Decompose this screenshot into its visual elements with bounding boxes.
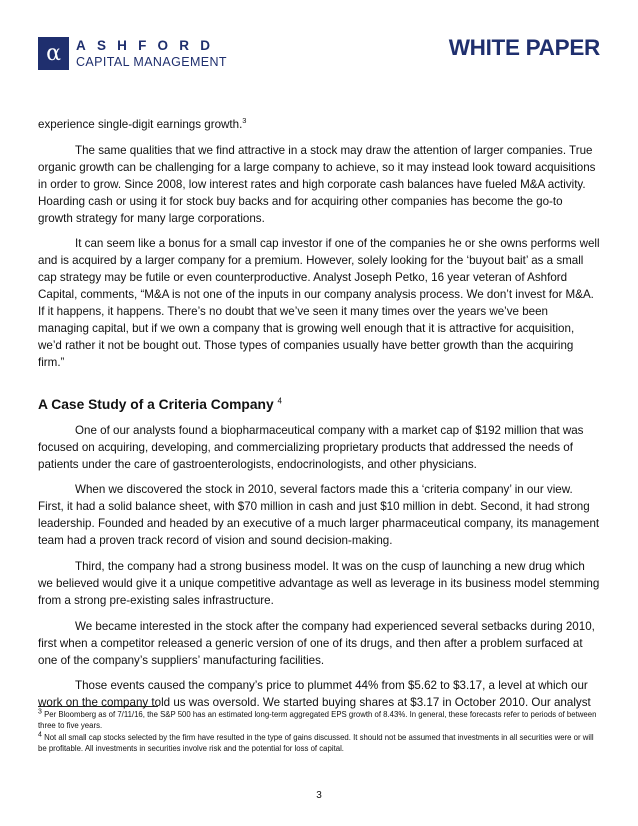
footnote-number: 4 — [38, 731, 42, 739]
footnote-text: Per Bloomberg as of 7/11/16, the S&P 500 has an estimated long-term aggregated EPS growth of 8.43%. In general, these forecasts refer to periods of between three to five years. — [38, 710, 597, 730]
logo-company-name: ASHFORD — [76, 37, 222, 53]
paragraph-text: experience single-digit earnings growth. — [38, 118, 243, 131]
alpha-logo-icon: α — [38, 37, 69, 70]
footnote-ref[interactable]: 4 — [277, 396, 282, 406]
footnotes — [38, 710, 600, 756]
document-type-title: WHITE PAPER — [448, 35, 600, 60]
paragraph: We became interested in the stock after the company had experienced several setbacks during 2010, first when a competitor released a generic version of one of its drugs, and then after a problem surfaced at one of the company’s suppliers’ manufacturing facilities. — [38, 619, 595, 667]
logo-text — [76, 38, 227, 70]
paragraph: Third, the company had a strong business model. It was on the cusp of launching a new drug which we believed would give it a unique competitive advantage as well as leverage in its business model stemming from a strong pre-existing sales infrastructure. — [38, 560, 600, 607]
footnote — [38, 710, 600, 731]
paragraph: It can seem like a bonus for a small cap investor if one of the companies he or she owns performs well and is acquired by a larger company for a premium. However, solely looking for the ‘buyout bait’ as a small cap strategy may be futile or even counterproductive. Analyst Joseph Petko, 16 year veteran of Ashford Capital, comments, “M&A is not one of the inputs in our company analysis process. We don’t invest for M&A. If it happens, it happens. There’s no doubt that we’ve seen it many times over the years we’ve been managing capital, but if we own a company that is growing well enough that it is attractive for acquisition, we’d rather it not be bought out. Those types of companies usually have better growth than the acquiring firm.” — [38, 237, 600, 369]
paragraph: Those events caused the company’s price to plummet 44% from $5.62 to $3.17, a level at which our work on the company told us was oversold. We started buying shares at $3.17 in October 2010. Our analyst — [38, 679, 591, 710]
footnote-number: 3 — [38, 708, 42, 716]
section-heading-text: A Case Study of a Criteria Company — [38, 396, 274, 412]
ashford-logo — [38, 37, 227, 70]
page-header — [0, 0, 638, 90]
paragraph: When we discovered the stock in 2010, several factors made this a ‘criteria company’ in our view. First, it had a solid balance sheet, with $70 million in cash and just $10 million in debt. Second, it had strong leadership. Founded and headed by an executive of a much larger pharmaceutical company, its management team had a proven track record of vision and sound decision-making. — [38, 483, 600, 548]
footnote — [38, 733, 600, 754]
paragraph: The same qualities that we find attractive in a stock may draw the attention of larger companies. True organic growth can be challenging for a large company to achieve, so it may instead look toward acquisitions in order to grow. Since 2008, low interest rates and high corporate cash balances have fueled M&A activity. Hoarding cash or using it for stock buy backs and for acquiring other companies has become the go-to growth strategy for many large corporations. — [38, 143, 596, 225]
page-number: 3 — [316, 790, 322, 801]
main-content — [38, 117, 600, 721]
footnote-text: Not all small cap stocks selected by the firm have resulted in the type of gains discussed. It should not be assumed that investments in all securities were or will be profitable. All investments in securities involve risk and the potential for loss of capital. — [38, 733, 594, 753]
logo-company-subtitle: CAPITAL MANAGEMENT — [76, 54, 227, 69]
section-heading — [38, 396, 600, 414]
paragraph-continuation — [38, 117, 600, 134]
footnote-divider — [38, 706, 158, 707]
footnote-ref[interactable]: 3 — [242, 116, 247, 126]
paragraph: One of our analysts found a biopharmaceutical company with a market cap of $192 million that was focused on acquiring, developing, and commercializing proprietary products that addressed the needs of patients under the care of gastroenterologists, endocrinologists, and other physicians. — [38, 423, 584, 471]
